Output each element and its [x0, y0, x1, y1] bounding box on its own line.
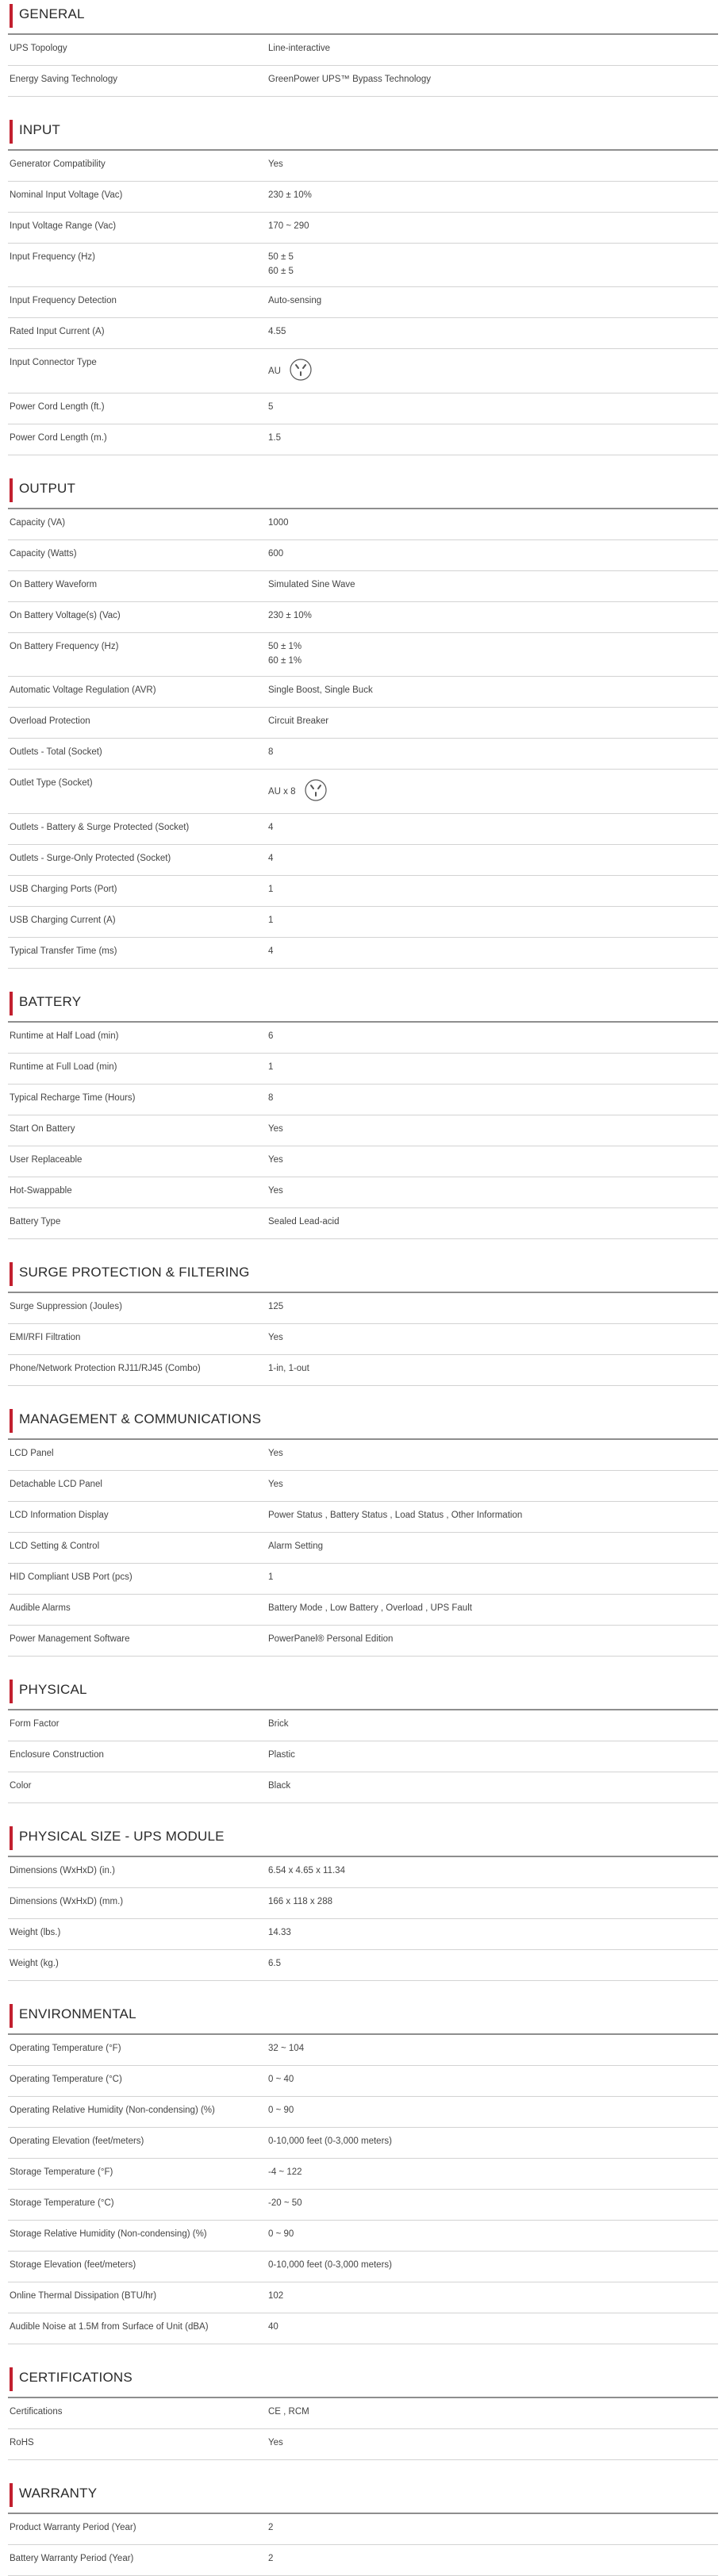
spec-row-operating-relative-humidity-non-condensing [8, 2097, 718, 2128]
spec-value: Yes [268, 1155, 283, 1165]
spec-label: Typical Transfer Time (ms) [10, 946, 117, 956]
spec-label: USB Charging Current (A) [10, 916, 116, 925]
spec-value-cell [268, 1710, 718, 1741]
spec-row-rohs [8, 2429, 718, 2460]
spec-value-cell [268, 739, 718, 769]
spec-label: Certifications [10, 2407, 63, 2417]
spec-label: Operating Relative Humidity (Non-condensing) (%) [10, 2106, 215, 2115]
spec-value: 1 [268, 885, 274, 894]
spec-row-product-warranty-period-year [8, 2514, 718, 2545]
spec-value-cell [268, 1085, 718, 1115]
spec-value: AU x 8 [268, 786, 296, 797]
spec-value: 1-in, 1-out [268, 1364, 309, 1373]
spec-value: 600 [268, 549, 284, 559]
spec-value-cell [268, 1054, 718, 1084]
spec-label: Audible Noise at 1.5M from Surface of Unit (dBA) [10, 2322, 209, 2332]
section-header-certifications [8, 2363, 718, 2398]
spec-row-weight-kg [8, 1950, 718, 1981]
spec-label: Weight (kg.) [10, 1959, 59, 1968]
spec-row-battery-type [8, 1208, 718, 1239]
spec-label: Storage Temperature (°F) [10, 2167, 113, 2177]
spec-value-cell [268, 2097, 718, 2127]
spec-value-cell [268, 1741, 718, 1772]
spec-label: USB Charging Ports (Port) [10, 885, 117, 894]
spec-row-capacity-watts [8, 540, 718, 571]
spec-row-input-connector-type [8, 349, 718, 394]
section-accent-bar [10, 1826, 13, 1850]
spec-value-cell [268, 1502, 718, 1532]
spec-value: Simulated Sine Wave [268, 580, 355, 589]
spec-row-on-battery-waveform [8, 571, 718, 602]
section-title: ENVIRONMENTAL [19, 2006, 136, 2021]
spec-label: Outlet Type (Socket) [10, 778, 93, 788]
spec-label: Power Cord Length (m.) [10, 433, 107, 443]
spec-value: Yes [268, 1186, 283, 1196]
spec-row-audible-noise-at-1-5m-from-surface-of-unit-dba [8, 2313, 718, 2344]
spec-row-weight-lbs [8, 1919, 718, 1950]
section-accent-bar [10, 478, 13, 502]
spec-label: Input Voltage Range (Vac) [10, 221, 117, 231]
spec-label: RoHS [10, 2438, 34, 2447]
spec-value-cell [268, 182, 718, 212]
spec-value: 170 ~ 290 [268, 221, 309, 231]
spec-value-cell [268, 2545, 718, 2575]
spec-label: Storage Temperature (°C) [10, 2198, 114, 2208]
spec-value-cell [268, 2221, 718, 2251]
section-header-output [8, 474, 718, 509]
section-title: INPUT [19, 122, 60, 137]
spec-label: Outlets - Surge-Only Protected (Socket) [10, 854, 171, 863]
spec-value: Single Boost, Single Buck [268, 685, 373, 695]
spec-row-start-on-battery [8, 1115, 718, 1146]
spec-label: Color [10, 1781, 32, 1791]
spec-label: Outlets - Total (Socket) [10, 747, 102, 757]
spec-label: User Replaceable [10, 1155, 83, 1165]
section-header-management-communications [8, 1405, 718, 1440]
spec-label: Dimensions (WxHxD) (mm.) [10, 1897, 124, 1906]
spec-label: Enclosure Construction [10, 1750, 104, 1760]
spec-row-battery-warranty-period-year [8, 2545, 718, 2576]
spec-value-cell [268, 677, 718, 707]
section-accent-bar [10, 992, 13, 1015]
spec-label: Generator Compatibility [10, 159, 106, 169]
spec-value: GreenPower UPS™ Bypass Technology [268, 75, 431, 84]
spec-value-cell [268, 2514, 718, 2544]
spec-value-cell [268, 938, 718, 968]
spec-value-cell [268, 2035, 718, 2065]
spec-value: 166 x 118 x 288 [268, 1897, 332, 1906]
spec-value-cell [268, 814, 718, 844]
spec-row-storage-temperature-f [8, 2159, 718, 2190]
section-title: PHYSICAL [19, 1682, 87, 1697]
spec-value-cell [268, 287, 718, 317]
spec-row-operating-temperature-c [8, 2066, 718, 2097]
spec-value-cell [268, 1857, 718, 1887]
spec-value: Line-interactive [268, 44, 330, 53]
spec-label: Phone/Network Protection RJ11/RJ45 (Combo) [10, 1364, 201, 1373]
spec-value: Circuit Breaker [268, 716, 329, 726]
spec-label: Overload Protection [10, 716, 90, 726]
spec-value-cell [268, 35, 718, 65]
spec-value-cell [268, 540, 718, 570]
spec-row-storage-temperature-c [8, 2190, 718, 2221]
spec-label: Surge Suppression (Joules) [10, 1302, 122, 1311]
spec-label: Typical Recharge Time (Hours) [10, 1093, 136, 1103]
spec-row-input-voltage-range-vac [8, 213, 718, 244]
spec-label: Start On Battery [10, 1124, 75, 1134]
spec-value: 102 [268, 2291, 284, 2301]
spec-row-online-thermal-dissipation-btu-hr [8, 2282, 718, 2313]
spec-value-cell [268, 349, 718, 393]
spec-row-operating-elevation-feet-meters [8, 2128, 718, 2159]
spec-value: 8 [268, 1093, 274, 1103]
spec-value: Power Status , Battery Status , Load Status , Other Information [268, 1511, 523, 1520]
section-accent-bar [10, 1409, 13, 1433]
spec-value-cell [268, 151, 718, 181]
spec-value-cell [268, 1950, 718, 1980]
spec-value-cell [268, 708, 718, 738]
spec-row-power-management-software [8, 1626, 718, 1657]
spec-label: Energy Saving Technology [10, 75, 117, 84]
spec-row-audible-alarms [8, 1595, 718, 1626]
spec-row-overload-protection [8, 708, 718, 739]
spec-row-storage-relative-humidity-non-condensing [8, 2221, 718, 2252]
spec-label: Detachable LCD Panel [10, 1480, 102, 1489]
spec-value-cell [268, 1293, 718, 1323]
spec-label: Weight (lbs.) [10, 1928, 61, 1937]
spec-row-nominal-input-voltage-vac [8, 182, 718, 213]
spec-value: CE , RCM [268, 2407, 309, 2417]
spec-value-cell [268, 2066, 718, 2096]
spec-row-detachable-lcd-panel [8, 1471, 718, 1502]
spec-row-emi-rfi-filtration [8, 1324, 718, 1355]
spec-value: 60 ± 5 [268, 267, 294, 276]
spec-label: Operating Temperature (°F) [10, 2044, 121, 2053]
spec-label: Capacity (Watts) [10, 549, 77, 559]
spec-row-typical-recharge-time-hours [8, 1085, 718, 1115]
spec-value: 1 [268, 1572, 274, 1582]
section-accent-bar [10, 2367, 13, 2391]
spec-row-outlets-surge-only-protected-socket [8, 845, 718, 876]
spec-value-cell [268, 213, 718, 243]
spec-value-cell [268, 571, 718, 601]
spec-label: Input Frequency (Hz) [10, 252, 96, 262]
spec-value: 230 ± 10% [268, 611, 312, 620]
spec-value-cell [268, 2190, 718, 2220]
section-header-physical-size-ups-module [8, 1822, 718, 1857]
spec-row-storage-elevation-feet-meters [8, 2252, 718, 2282]
section-title: WARRANTY [19, 2486, 98, 2501]
spec-value-cell [268, 1023, 718, 1053]
spec-value-cell [268, 845, 718, 875]
spec-value-cell [268, 2159, 718, 2189]
spec-row-energy-saving-technology [8, 66, 718, 97]
spec-row-automatic-voltage-regulation-avr [8, 677, 718, 708]
section-title: PHYSICAL SIZE - UPS MODULE [19, 1829, 225, 1844]
spec-label: Automatic Voltage Regulation (AVR) [10, 685, 156, 695]
spec-label: Operating Temperature (°C) [10, 2075, 122, 2084]
spec-value-cell [268, 2252, 718, 2282]
spec-value: Battery Mode , Low Battery , Overload , UPS Fault [268, 1603, 472, 1613]
spec-label: On Battery Frequency (Hz) [10, 642, 119, 651]
spec-row-user-replaceable [8, 1146, 718, 1177]
spec-label: LCD Panel [10, 1449, 54, 1458]
section-title: MANAGEMENT & COMMUNICATIONS [19, 1411, 262, 1426]
spec-label: Nominal Input Voltage (Vac) [10, 190, 123, 200]
section-header-warranty [8, 2479, 718, 2514]
spec-label: On Battery Waveform [10, 580, 98, 589]
spec-value-cell [268, 1626, 718, 1656]
section-header-surge-protection-filtering [8, 1258, 718, 1293]
au-plug-icon [289, 358, 313, 384]
spec-value-cell [268, 2282, 718, 2313]
spec-value-cell [268, 424, 718, 455]
spec-row-runtime-at-half-load-min [8, 1023, 718, 1054]
spec-value: AU [268, 366, 281, 376]
spec-label: Input Connector Type [10, 358, 97, 367]
spec-label: On Battery Voltage(s) (Vac) [10, 611, 121, 620]
spec-value: Yes [268, 1124, 283, 1134]
spec-label: Audible Alarms [10, 1603, 71, 1613]
spec-label: Online Thermal Dissipation (BTU/hr) [10, 2291, 157, 2301]
section-title: CERTIFICATIONS [19, 2370, 133, 2385]
spec-value: 0-10,000 feet (0-3,000 meters) [268, 2136, 392, 2146]
spec-value: 1 [268, 916, 274, 925]
spec-value-cell [268, 907, 718, 937]
spec-value: 1000 [268, 518, 289, 528]
spec-value-cell [268, 1177, 718, 1207]
spec-row-rated-input-current-a [8, 318, 718, 349]
spec-label: Dimensions (WxHxD) (in.) [10, 1866, 115, 1875]
section-header-environmental [8, 2000, 718, 2035]
spec-value: 4 [268, 854, 274, 863]
section-title: OUTPUT [19, 481, 76, 496]
spec-value: Auto-sensing [268, 296, 322, 305]
spec-label: Storage Elevation (feet/meters) [10, 2260, 136, 2270]
spec-value: 8 [268, 747, 274, 757]
spec-value-cell [268, 1355, 718, 1385]
spec-value: -20 ~ 50 [268, 2198, 302, 2208]
spec-value: 60 ± 1% [268, 656, 302, 666]
spec-value-cell [268, 2128, 718, 2158]
spec-value-cell [268, 1888, 718, 1918]
spec-value-cell [268, 394, 718, 424]
spec-value-cell [268, 1533, 718, 1563]
spec-value: 32 ~ 104 [268, 2044, 305, 2053]
section-header-physical [8, 1676, 718, 1710]
spec-row-input-frequency-detection [8, 287, 718, 318]
spec-value: Yes [268, 1449, 283, 1458]
spec-value: 14.33 [268, 1928, 291, 1937]
spec-row-outlets-total-socket [8, 739, 718, 770]
spec-row-ups-topology [8, 35, 718, 66]
spec-value: 2 [268, 2523, 274, 2532]
spec-value-cell [268, 66, 718, 96]
spec-row-generator-compatibility [8, 151, 718, 182]
spec-row-on-battery-voltage-s-vac [8, 602, 718, 633]
spec-row-on-battery-frequency-hz [8, 633, 718, 677]
spec-label: LCD Setting & Control [10, 1541, 100, 1551]
section-accent-bar [10, 2004, 13, 2028]
spec-value: 125 [268, 1302, 284, 1311]
spec-value: 0 ~ 40 [268, 2075, 294, 2084]
spec-label: Operating Elevation (feet/meters) [10, 2136, 144, 2146]
spec-row-certifications [8, 2398, 718, 2429]
spec-value-cell [268, 1208, 718, 1238]
spec-row-lcd-setting-control [8, 1533, 718, 1564]
spec-row-power-cord-length-ft [8, 394, 718, 424]
spec-value-cell [268, 876, 718, 906]
spec-value: 50 ± 5 [268, 252, 294, 262]
spec-value-cell [268, 1146, 718, 1177]
spec-row-dimensions-wxhxd-in [8, 1857, 718, 1888]
spec-label: Form Factor [10, 1719, 60, 1729]
section-accent-bar [10, 1680, 13, 1703]
spec-row-outlets-battery-surge-protected-socket [8, 814, 718, 845]
spec-label: EMI/RFI Filtration [10, 1333, 81, 1342]
spec-label: Hot-Swappable [10, 1186, 72, 1196]
spec-value: Yes [268, 1480, 283, 1489]
spec-value: 6 [268, 1031, 274, 1041]
spec-row-runtime-at-full-load-min [8, 1054, 718, 1085]
spec-value: PowerPanel® Personal Edition [268, 1634, 394, 1644]
spec-row-input-frequency-hz [8, 244, 718, 287]
spec-row-hot-swappable [8, 1177, 718, 1208]
spec-value: 40 [268, 2322, 278, 2332]
spec-row-lcd-information-display [8, 1502, 718, 1533]
spec-value-cell [268, 2313, 718, 2344]
spec-value: Yes [268, 2438, 283, 2447]
spec-row-usb-charging-ports-port [8, 876, 718, 907]
spec-label: Battery Warranty Period (Year) [10, 2554, 134, 2563]
section-accent-bar [10, 4, 13, 28]
spec-row-typical-transfer-time-ms [8, 938, 718, 969]
spec-value: Sealed Lead-acid [268, 1217, 340, 1227]
spec-row-outlet-type-socket [8, 770, 718, 814]
spec-value: 4 [268, 946, 274, 956]
spec-label: UPS Topology [10, 44, 67, 53]
spec-value-cell [268, 318, 718, 348]
spec-label: LCD Information Display [10, 1511, 109, 1520]
spec-value-cell [268, 1440, 718, 1470]
spec-row-capacity-va [8, 509, 718, 540]
spec-row-surge-suppression-joules [8, 1293, 718, 1324]
section-header-input [8, 116, 718, 151]
spec-value: Brick [268, 1719, 289, 1729]
spec-label: Product Warranty Period (Year) [10, 2523, 136, 2532]
spec-label: Power Cord Length (ft.) [10, 402, 105, 412]
spec-row-power-cord-length-m [8, 424, 718, 455]
spec-row-lcd-panel [8, 1440, 718, 1471]
spec-value-cell [268, 2398, 718, 2428]
spec-label: Runtime at Half Load (min) [10, 1031, 119, 1041]
spec-value-cell [268, 509, 718, 539]
spec-value-cell [268, 770, 718, 813]
spec-value-cell [268, 633, 718, 676]
au-socket-icon [304, 778, 328, 804]
spec-value: Alarm Setting [268, 1541, 324, 1551]
spec-value: Plastic [268, 1750, 295, 1760]
section-accent-bar [10, 1262, 13, 1286]
section-title: BATTERY [19, 994, 82, 1009]
spec-value: 0 ~ 90 [268, 2106, 294, 2115]
spec-value-cell [268, 1115, 718, 1146]
spec-value: 1 [268, 1062, 274, 1072]
spec-value: 2 [268, 2554, 274, 2563]
spec-value-cell [268, 1919, 718, 1949]
spec-label: Rated Input Current (A) [10, 327, 105, 336]
spec-value: 5 [268, 402, 274, 412]
spec-label: Input Frequency Detection [10, 296, 117, 305]
spec-label: Power Management Software [10, 1634, 130, 1644]
spec-value-cell [268, 1564, 718, 1594]
spec-row-phone-network-protection-rj11-rj45-combo [8, 1355, 718, 1386]
spec-value-cell [268, 602, 718, 632]
spec-row-dimensions-wxhxd-mm [8, 1888, 718, 1919]
spec-value-cell [268, 244, 718, 286]
spec-row-hid-compliant-usb-port-pcs [8, 1564, 718, 1595]
spec-row-enclosure-construction [8, 1741, 718, 1772]
section-accent-bar [10, 120, 13, 144]
spec-label: Outlets - Battery & Surge Protected (Socket) [10, 823, 190, 832]
spec-value: 50 ± 1% [268, 642, 302, 651]
section-title: GENERAL [19, 6, 85, 21]
spec-label: Runtime at Full Load (min) [10, 1062, 117, 1072]
section-title: SURGE PROTECTION & FILTERING [19, 1265, 250, 1280]
section-header-general [8, 0, 718, 35]
spec-label: HID Compliant USB Port (pcs) [10, 1572, 133, 1582]
spec-label: Battery Type [10, 1217, 61, 1227]
spec-value: -4 ~ 122 [268, 2167, 302, 2177]
spec-row-operating-temperature-f [8, 2035, 718, 2066]
spec-row-color [8, 1772, 718, 1803]
spec-value: 0-10,000 feet (0-3,000 meters) [268, 2260, 392, 2270]
spec-value: 0 ~ 90 [268, 2229, 294, 2239]
spec-value-cell [268, 1772, 718, 1802]
spec-value-cell [268, 1471, 718, 1501]
spec-row-usb-charging-current-a [8, 907, 718, 938]
spec-value-cell [268, 1595, 718, 1625]
spec-label: Storage Relative Humidity (Non-condensing) (%) [10, 2229, 207, 2239]
spec-value: 4.55 [268, 327, 286, 336]
spec-value: 6.54 x 4.65 x 11.34 [268, 1866, 345, 1875]
spec-value-cell [268, 2429, 718, 2459]
spec-value: 6.5 [268, 1959, 281, 1968]
section-accent-bar [10, 2483, 13, 2507]
spec-value-cell [268, 1324, 718, 1354]
spec-label: Capacity (VA) [10, 518, 66, 528]
section-header-battery [8, 988, 718, 1023]
spec-value: Yes [268, 159, 283, 169]
spec-value: 1.5 [268, 433, 281, 443]
spec-value: 4 [268, 823, 274, 832]
spec-value: 230 ± 10% [268, 190, 312, 200]
spec-value: Black [268, 1781, 291, 1791]
spec-row-form-factor [8, 1710, 718, 1741]
spec-value: Yes [268, 1333, 283, 1342]
